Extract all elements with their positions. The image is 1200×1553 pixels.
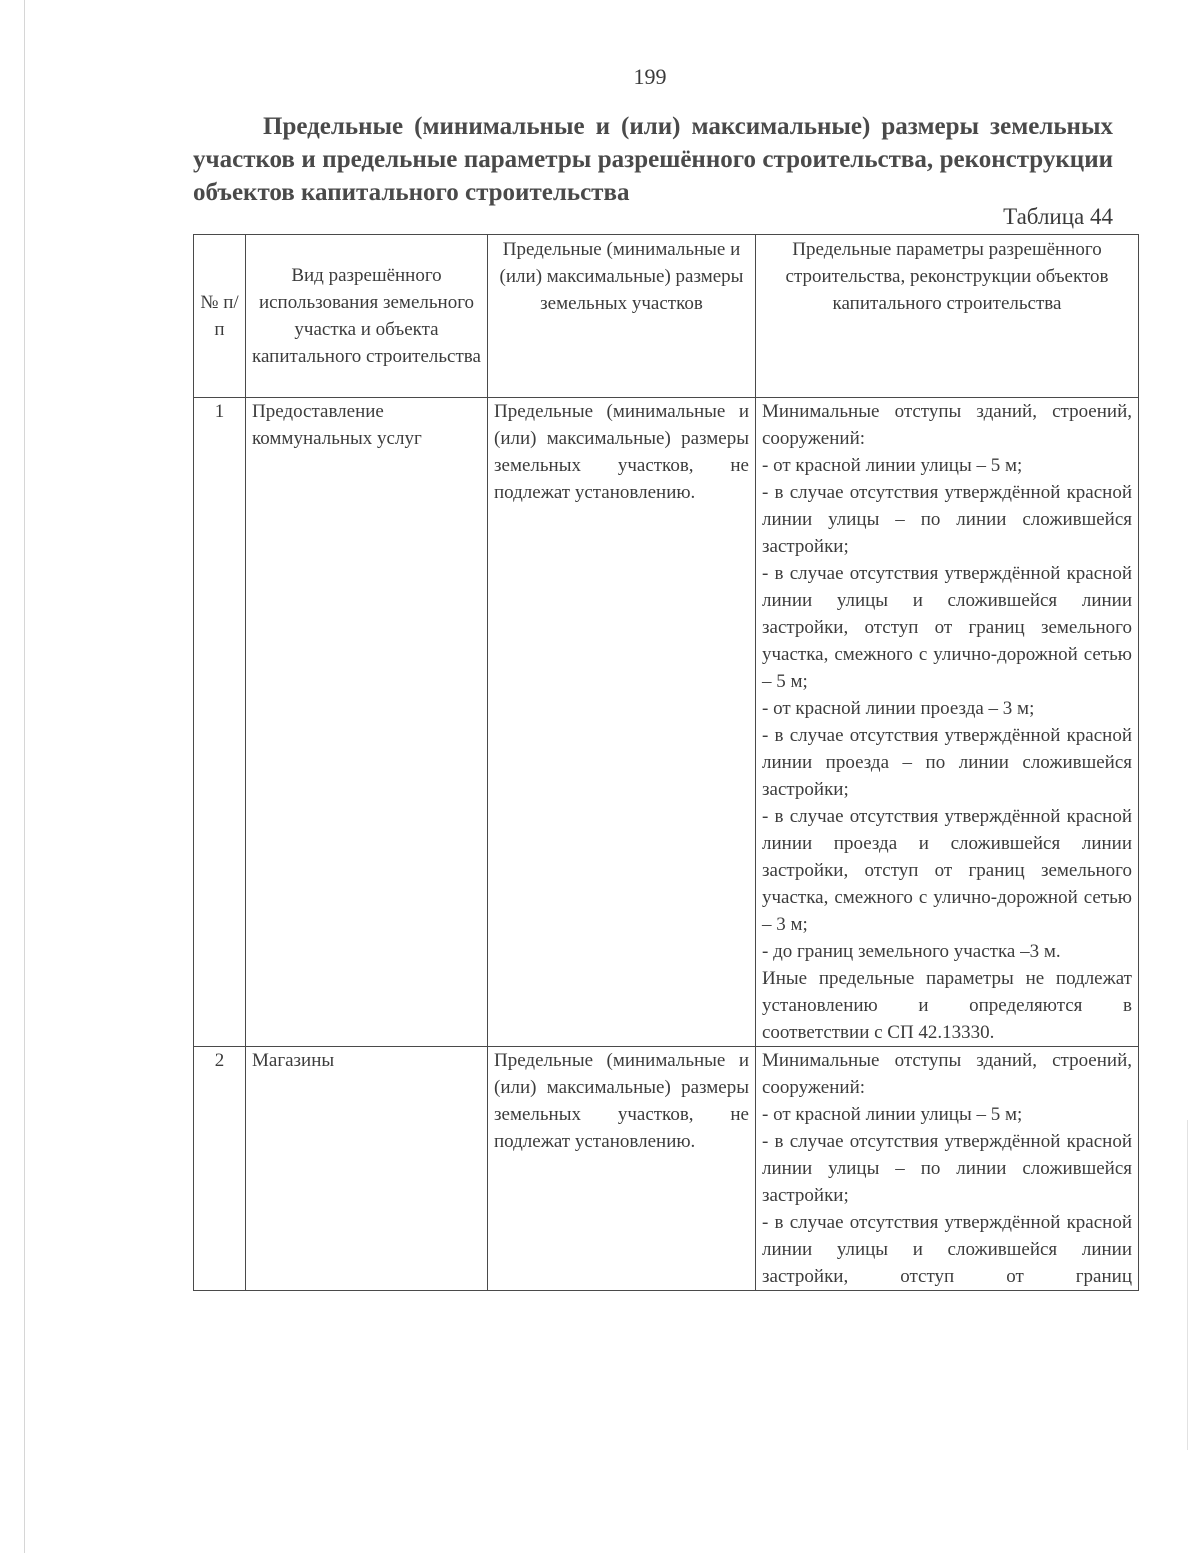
table-row: [194, 398, 1139, 1047]
parameter-line: Минимальные отступы зданий, строений, сооружений:: [762, 401, 1132, 449]
page-number: 199: [633, 64, 667, 89]
parameter-line: - в случае отсутствия утверждённой красной линии проезда – по линии сложившейся застройки;: [762, 725, 1132, 800]
parameter-line: - в случае отсутствия утверждённой красной линии улицы и сложившейся линии застройки, отступ от границ: [762, 1212, 1132, 1287]
header-parameters: Предельные параметры разрешённого строительства, реконструкции объектов капитального строительства: [756, 235, 1139, 398]
row-use-type: Предоставление коммунальных услуг: [246, 398, 488, 1047]
header-use-type: Вид разрешённого использования земельного участка и объекта капитального строительства: [246, 235, 488, 398]
header-plot-sizes: Предельные (минимальные и (или) максимальные) размеры земельных участков: [488, 235, 756, 398]
row-plot-sizes: Предельные (минимальные и (или) максимальные) размеры земельных участков, не подлежат установлению.: [488, 398, 756, 1047]
scan-edge-left: [24, 0, 25, 1553]
row-plot-sizes: Предельные (минимальные и (или) максимальные) размеры земельных участков, не подлежат установлению.: [488, 1047, 756, 1291]
row-parameters: [756, 398, 1139, 1047]
scan-edge-right: [1187, 1120, 1188, 1450]
parameter-line: - до границ земельного участка –3 м.: [762, 941, 1061, 962]
parameter-line: - в случае отсутствия утверждённой красной линии улицы – по линии сложившейся застройки;: [762, 1131, 1132, 1206]
row-num: 1: [194, 398, 246, 1047]
document-title: Предельные (минимальные и (или) максимальные) размеры земельных участков и предельные параметры разрешённого строительства, реконструкции объектов капитального строительства: [193, 113, 1113, 206]
parameter-line: - в случае отсутствия утверждённой красной линии улицы и сложившейся линии застройки, отступ от границ земельного участка, смежного с улично-дорожной сетью – 5 м;: [762, 563, 1132, 692]
parameter-line: Минимальные отступы зданий, строений, сооружений:: [762, 1050, 1132, 1098]
parameter-line: - от красной линии улицы – 5 м;: [762, 1104, 1023, 1125]
parameter-line: - в случае отсутствия утверждённой красной линии улицы – по линии сложившейся застройки;: [762, 482, 1132, 557]
parameter-line: Иные предельные параметры не подлежат установлению и определяются в соответствии с СП 42.13330.: [762, 968, 1132, 1043]
header-num: № п/п: [194, 235, 246, 398]
table-row: [194, 1047, 1139, 1291]
parameter-line: - от красной линии улицы – 5 м;: [762, 455, 1023, 476]
row-num: 2: [194, 1047, 246, 1291]
parameter-line: - от красной линии проезда – 3 м;: [762, 698, 1035, 719]
table-label: Таблица 44: [1003, 204, 1113, 229]
table-header-row: [194, 235, 1139, 398]
row-use-type: Магазины: [246, 1047, 488, 1291]
regulations-table: [193, 234, 1139, 1291]
row-parameters: [756, 1047, 1139, 1291]
parameter-line: - в случае отсутствия утверждённой красной линии проезда и сложившейся линии застройки, отступ от границ земельного участка, смежного с улично-дорожной сетью – 3 м;: [762, 806, 1132, 935]
